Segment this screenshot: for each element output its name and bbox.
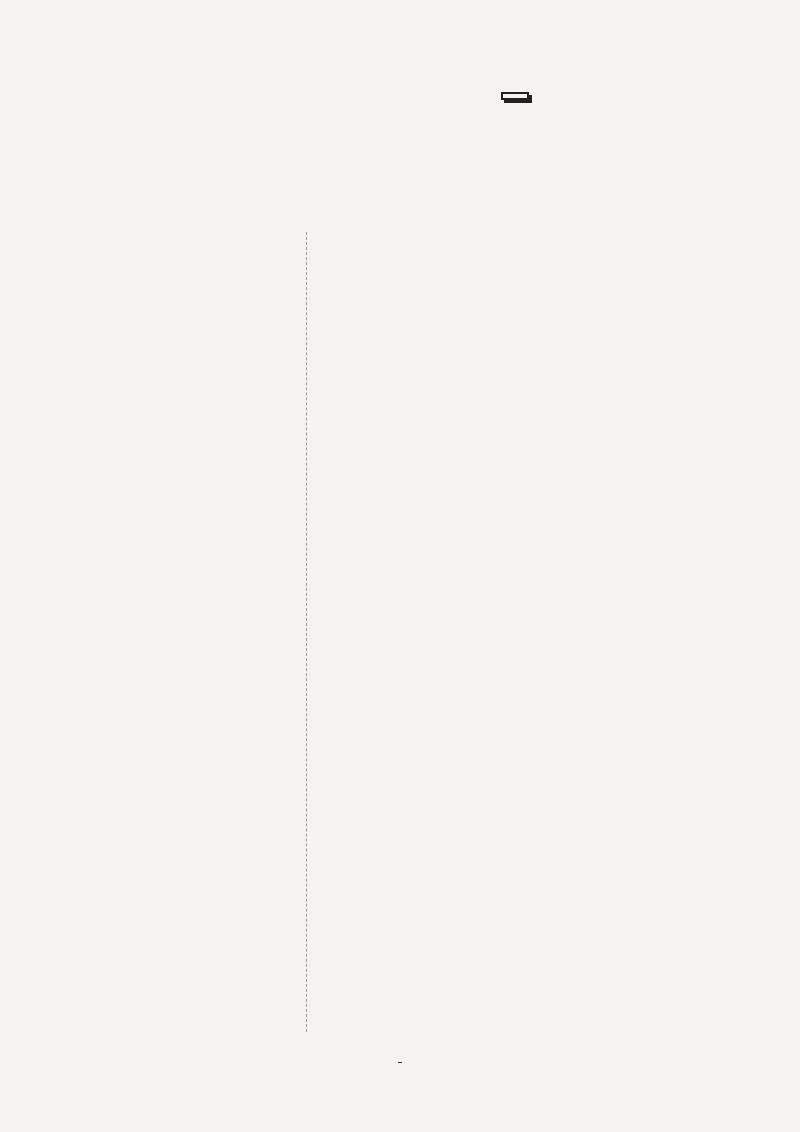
section-title — [501, 92, 529, 100]
page-footer — [0, 1046, 800, 1062]
left-column — [80, 68, 302, 178]
column-divider — [306, 232, 307, 1032]
spacer — [80, 68, 302, 178]
page-number — [398, 1046, 402, 1063]
right-column — [316, 68, 734, 128]
